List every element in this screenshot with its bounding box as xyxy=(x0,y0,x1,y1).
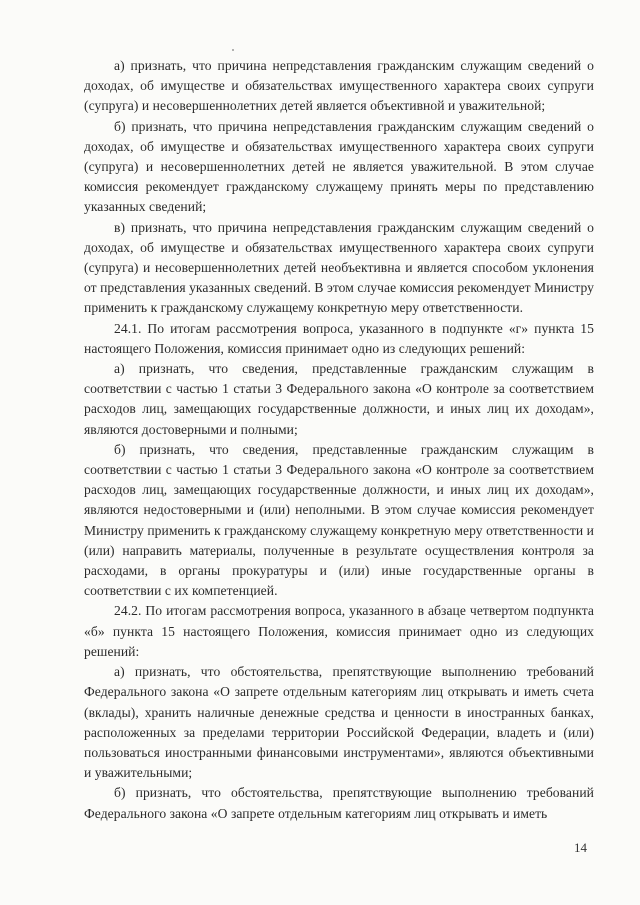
paragraph-24-1-a-reliable: а) признать, что сведения, представленные гражданским служащим в соответствии с частью 1 статьи 3 Федерального закона «О контроле за соответствием расходов лиц, замещающих государственные должности, и иных лиц их доходам», являются достоверными и полными; xyxy=(84,361,594,437)
document-body xyxy=(84,56,594,824)
page-number: 14 xyxy=(574,840,587,855)
paragraph-a-objective-reason: а) признать, что причина непредставления гражданским служащим сведений о доходах, об имуществе и обязательствах имущественного характера своих супруги (супруга) и несовершеннолетних детей является объективной и уважительной; xyxy=(84,58,594,114)
paragraph-b-not-valid-reason: б) признать, что причина непредставления гражданским служащим сведений о доходах, об имуществе и обязательствах имущественного характера своих супруги (супруга) и несовершеннолетних детей не является уважительной. В этом случае комиссия рекомендует гражданскому служащему принять меры по представлению указанных сведений; xyxy=(84,118,594,215)
paragraph-24-1-heading: 24.1. По итогам рассмотрения вопроса, указанного в подпункте «г» пункта 15 настоящего Положения, комиссия принимает одно из следующих решений: xyxy=(84,320,594,356)
paragraph-24-2-a-objective: а) признать, что обстоятельства, препятствующие выполнению требований Федерального закона «О запрете отдельным категориям лиц открывать и иметь счета (вклады), хранить наличные денежные средства и ценности в иностранных банках, расположенных за пределами территории Российской Федерации, владеть и (или) пользоваться иностранными финансовыми инструментами», являются объективными и уважительными; xyxy=(84,664,594,781)
paragraph-24-1-b-unreliable: б) признать, что сведения, представленные гражданским служащим в соответствии с частью 1 статьи 3 Федерального закона «О контроле за соответствием расходов лиц, замещающих государственные должности, и иных лиц их доходам», являются недостоверными и (или) неполными. В этом случае комиссия рекомендует Министру применить к гражданскому служащему конкретную меру ответственности и (или) направить материалы, полученные в результате осуществления контроля за расходами, в органы прокуратуры и (или) иные государственные органы в соответствии с их компетенцией. xyxy=(84,441,594,599)
scan-speck xyxy=(232,49,234,51)
paragraph-v-evasion: в) признать, что причина непредставления гражданским служащим сведений о доходах, об имуществе и обязательствах имущественного характера своих супруги (супруга) и несовершеннолетних детей необъективна и является способом уклонения от представления указанных сведений. В этом случае комиссия рекомендует Министру применить к гражданскому служащему конкретную меру ответственности. xyxy=(84,219,594,316)
paragraph-24-2-heading: 24.2. По итогам рассмотрения вопроса, указанного в абзаце четвертом подпункта «б» пункта 15 настоящего Положения, комиссия принимает одно из следующих решений: xyxy=(84,603,594,659)
paragraph-24-2-b-start: б) признать, что обстоятельства, препятствующие выполнению требований Федерального закона «О запрете отдельным категориям лиц открывать и иметь xyxy=(84,785,594,821)
